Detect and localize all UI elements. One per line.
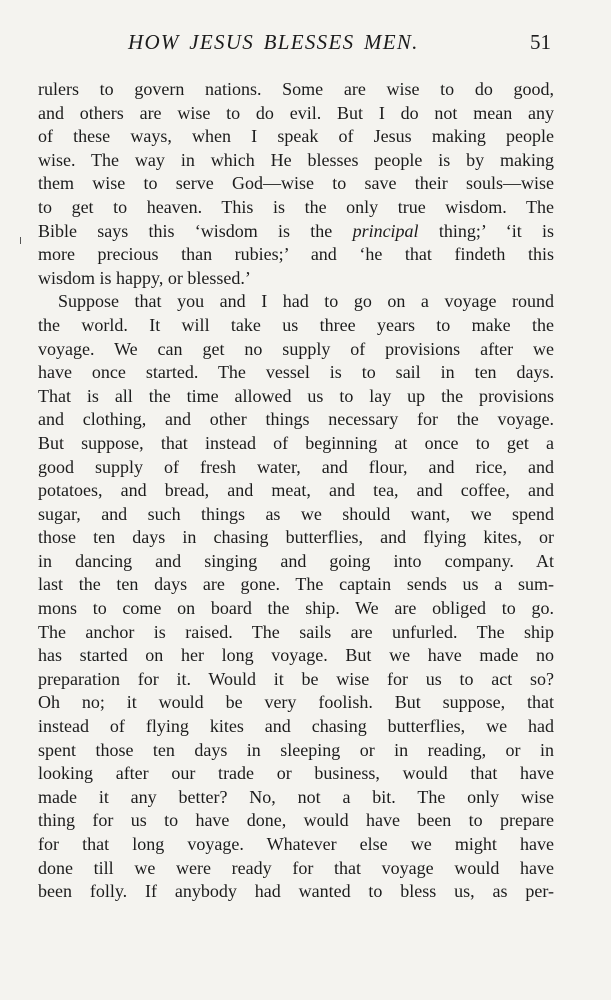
text-line: and clothing, and other things necessary for the voyage. xyxy=(38,409,554,430)
text-line: have once started. The vessel is to sail in ten days. xyxy=(38,362,554,383)
text-line: thing for us to have done, would have been to prepare xyxy=(38,810,554,831)
text-line: more precious than rubies;’ and ‘he that findeth this xyxy=(38,244,554,265)
text-line: wisdom is happy, or blessed.’ xyxy=(38,267,251,288)
text-line: looking after our trade or business, would that have xyxy=(38,763,554,784)
text-line: for that long voyage. Whatever else we might have xyxy=(38,834,554,854)
text-line: in dancing and singing and going into company. At xyxy=(38,550,554,571)
text-line: them wise to serve God—wise to save their souls—wise xyxy=(38,173,554,194)
text-line-with-emphasis xyxy=(38,220,554,244)
text-line: been folly. If anybody had wanted to bless us, as per- xyxy=(38,881,554,902)
text-line: But suppose, that instead of beginning at once to get a xyxy=(38,432,554,453)
text-line: mons to come on board the ship. We are obliged to go. xyxy=(38,598,554,619)
text-line: instead of flying kites and chasing butterflies, we had xyxy=(38,716,554,737)
page-number: 51 xyxy=(530,30,551,54)
page-header xyxy=(0,30,611,64)
paragraph-2 xyxy=(38,290,554,903)
running-title: HOW JESUS BLESSES MEN. xyxy=(128,30,419,54)
text-line: sugar, and such things as we should want, we spend xyxy=(38,503,554,524)
text-line: the world. It will take us three years to make the xyxy=(38,314,554,335)
text-line: to get to heaven. This is the only true wisdom. The xyxy=(38,196,554,217)
text-line: last the ten days are gone. The captain sends us a sum- xyxy=(38,574,554,595)
text-line: preparation for it. Would it be wise for us to act so? xyxy=(38,668,554,689)
text-line: Suppose that you and I had to go on a voyage round xyxy=(58,291,554,312)
text-segment: Bible says this ‘wisdom is the xyxy=(38,220,353,241)
text-line: those ten days in chasing butterflies, and flying kites, or xyxy=(38,527,554,548)
text-line: That is all the time allowed us to lay up the provisions xyxy=(38,385,554,406)
text-line: made it any better? No, not a bit. The only wise xyxy=(38,786,554,807)
text-line: potatoes, and bread, and meat, and tea, and coffee, and xyxy=(38,480,554,501)
text-line: Oh no; it would be very foolish. But suppose, that xyxy=(38,692,554,713)
text-line: done till we were ready for that voyage would have xyxy=(38,857,554,878)
text-segment: thing;’ ‘it is xyxy=(418,220,555,241)
text-line: voyage. We can get no supply of provisions after we xyxy=(38,338,554,359)
paragraph-1 xyxy=(38,78,554,290)
text-line: and others are wise to do evil. But I do not mean any xyxy=(38,102,554,123)
margin-mark xyxy=(20,237,21,244)
text-line: spent those ten days in sleeping or in reading, or in xyxy=(38,739,554,760)
text-line: of these ways, when I speak of Jesus making people xyxy=(38,126,554,147)
text-line: The anchor is raised. The sails are unfurled. The ship xyxy=(38,621,554,642)
text-line: rulers to govern nations. Some are wise to do good, xyxy=(38,79,554,99)
text-line: wise. The way in which He blesses people is by making xyxy=(38,149,554,170)
text-line: good supply of fresh water, and flour, and rice, and xyxy=(38,456,554,477)
text-line: has started on her long voyage. But we have made no xyxy=(38,645,554,666)
emphasized-word: principal xyxy=(352,220,419,241)
body-text xyxy=(38,78,554,904)
